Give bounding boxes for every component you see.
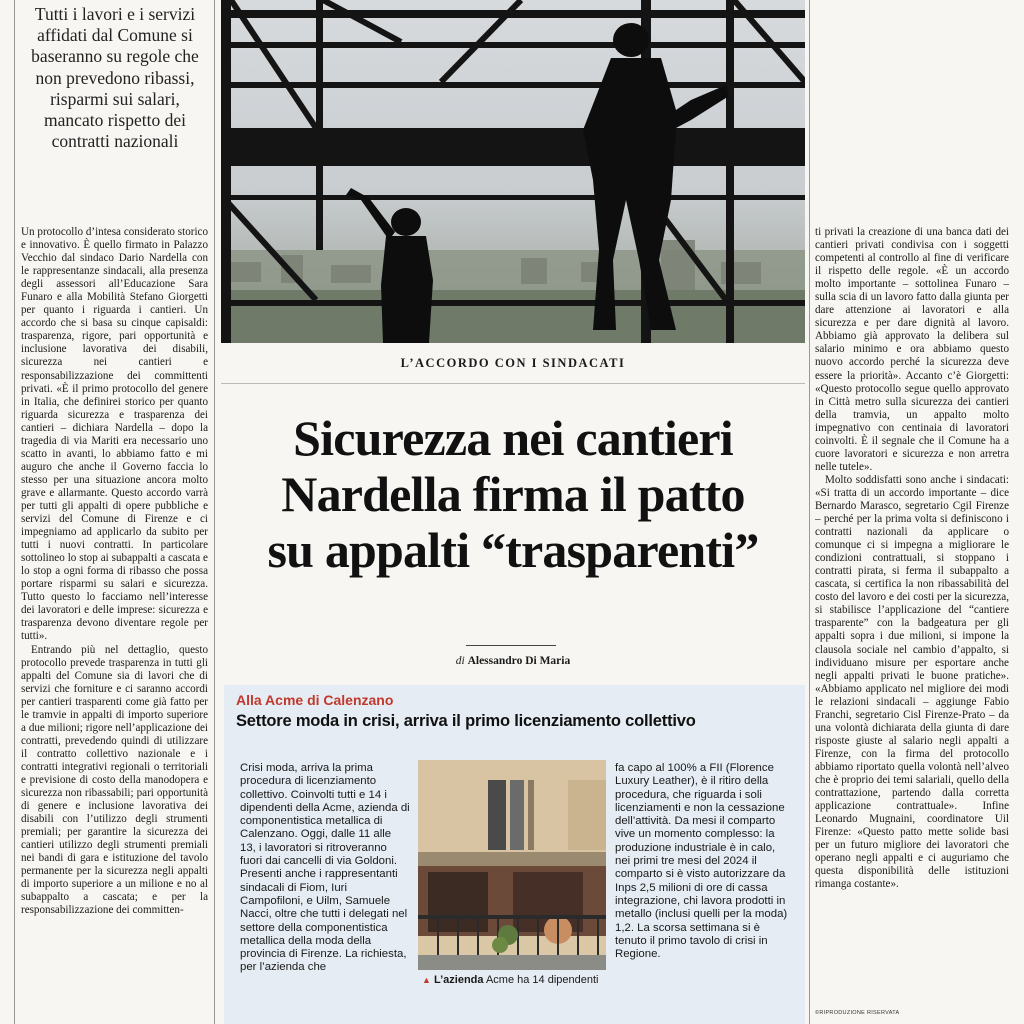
article-kicker: L’ACCORDO CON I SINDACATI xyxy=(400,356,626,370)
acme-building-illustration xyxy=(418,760,606,970)
right-paragraph-1: ti privati la creazione di una banca dati dei cantieri privati condivisa con i soggetti competenti al controllo al fine di verificare il rispetto delle regole. «È un accordo molto importante – sottolinea Funaro – sulla scia di un lavoro fatto dalla giunta per dare attenzione ai lavoratori e alla sicurezza e per dare dignità al lavoro. Abbiamo già approvato la delibera sul salario minimo e ora abbiamo questo nuovo accordo perché la sicurezza deve essere la priorità». Accanto c’è Giorgetti: «Questo protocollo segue quello approvato in Città metro sulla sicurezza dei cantieri della tramvia, un appalto molto impegnativo con centinaia di lavoratori coinvolti. È il segnale che il Comune ha a cuore lavoratori e sicurezza e non arretra nelle tutele». xyxy=(815,226,1009,473)
caption-text: Acme ha 14 dipendenti xyxy=(485,974,599,986)
caption-triangle-icon: ▲ xyxy=(422,975,431,985)
article-left-column xyxy=(21,226,208,1024)
scaffolding-illustration xyxy=(221,0,805,343)
acme-building-photo xyxy=(418,760,606,970)
byline-prefix: di xyxy=(455,655,465,667)
copyright: ©RIPRODUZIONE RISERVATA xyxy=(815,1010,900,1016)
box-kicker: Alla Acme di Calenzano xyxy=(236,692,394,708)
caption-label: L’azienda xyxy=(433,974,484,986)
headline-line-3: su appalti “trasparenti” xyxy=(267,522,759,578)
column-rule-right xyxy=(809,0,810,1024)
column-rule-sidebar xyxy=(214,0,215,1024)
left-paragraph-2: Entrando più nel dettaglio, questo protocollo prevede trasparenza in tutti gli appalti del Comune sia di lavori che di servizi che forniture e ci saranno accordi per cantieri trasparenti come già fatto per le tramvie in appalti di importo superiore a due milioni; rigore nell’applicazione dei contratti, prevedendo quindi di utilizzare il contratto collettivo nazionale e i contratti integrativi regionali o territoriali e previsione di costo della manodopera e sicurezza non ribassabili; pari opportunità di genere e inclusione lavorativa dei disabili con l’utilizzo degli strumenti premiali; per garantire la sicurezza dei cantieri utilizzo degli strumenti premiali nei bandi di gara e istituzione del tavolo permanente per la sicurezza negli appalti di importo superiore a un milione e no al subappalto a cascata; e per la responsabilizzazione dei committen- xyxy=(21,643,208,917)
box-column-2: fa capo al 100% a FII (Florence Luxury Leather), è il ritiro della procedura, che riguarda i soli licenziamenti e non la cessazione dell’attività. Da mesi il comparto vive un momento complesso: la produzione industriale è in calo, nei primi tre mesi del 2024 il comparto si è visto autorizzare da Inps 2,5 milioni di ore di cassa integrazione, chi lavora prodotti in metallo (inclusi quelli per la moda) 1,2. La scorsa settimana si è tenuto il primo tavolo di crisi in Regione. xyxy=(615,762,788,961)
box-column-1: Crisi moda, arriva la prima procedura di licenziamento collettivo. Coinvolti tutti e 14 i dipendenti della Acme, azienda di componentistica metallica di Calenzano. Oggi, dalle 11 alle 13, i lavoratori si ritroveranno fuori dai cancelli di via Goldoni. Presenti anche i rappresentanti sindacali di Fiom, Iuri Campofiloni, e Uilm, Samuele Nacci, oltre che tutti i delegati nel settore della componentistica metallica della moda della provincia di Firenze. La richiesta, per l’azienda che xyxy=(240,762,410,974)
byline-rule xyxy=(466,645,556,646)
left-paragraph-1: Un protocollo d’intesa considerato storico e innovativo. È quello firmato in Palazzo Vecchio dal sindaco Dario Nardella con le rappresentanze sindacali, alla presenza degli assessori all’Educazione Sara Funaro e alla Mobilità Stefano Giorgetti per quanto i riguarda i cantieri. Un accordo che si basa su cinque capisaldi: trasparenza, rigore, pari opportunità e inclusione lavorativa dei disabili, sicurezza nei cantieri e responsabilizzazione dei committenti privati. «È il primo protocollo del genere in Italia, che definirei storico per quanto riguarda sicurezza e trasparenza dei cantieri – dichiara Nardella – dopo la tragedia di via Mariti era necessario uno scatto in avanti, lo abbiamo fatto e mi auguro che anche il Governo faccia lo stesso per una situazione ancora molto grave e allarmante. Questo accordo varrà per tutti gli appalti di opere pubbliche e servizi del Comune di Firenze e ci impegniamo ad applicarlo da subito per tutti i nuovi contratti. In particolare sottolineo lo stop ai subappalti a cascata e lo stop a ogni forma di ribasso che possa portare risparmi su salari e sicurezza. Tutto questo lo facciamo nell’interesse dei lavoratori e delle imprese: sicurezza e trasparenza devono diventare regole per tutti». xyxy=(21,226,208,643)
column-rule-left xyxy=(14,0,15,1024)
photo-caption xyxy=(422,974,612,986)
right-paragraph-2: Molto soddisfatti sono anche i sindacati: «Si tratta di un accordo importante – dice Bernardo Marasco, segretario Cgil Firenze – perché per la prima volta si definiscono i contratti nazionali da applicare o comunque ci si impegna a migliorare le condizioni contrattuali, si stoppano i contratti pirata, si ferma il subappalto a cascata, si certifica la non ribassabilità del costo del lavoro e dei costi per la sicurezza, si stabilisce l’applicazione del “cantiere trasparente” con la badgeatura per gli appalti sopra i due milioni, si impone la clausola sociale nel cambio d’appalto, si individuano misure per esportare anche negli appalti privati le buone pratiche». «Abbiamo applicato nel migliore dei modi le relazioni sindacali – aggiunge Fabio Franchi, segretario Cisl Firenze-Prato – da una volontà dichiarata della giunta di dare risposte giuste al salario negli appalti a Firenze, con la firma del protocollo abbiamo riportato quella volontà nell’alveo che è proprio dei temi salariali, quello della contrattazione, partendo dalla corretta applicazione contrattuale». Infine Leonardo Mugnaini, coordinatore Uil Firenze: «Questo patto mette solide basi per un futuro migliore dei lavoratori che operano negli appalti e ci auguriamo che questa disponibilità delle istituzioni rimanga costante». xyxy=(815,473,1009,891)
byline-author: Alessandro Di Maria xyxy=(467,655,571,667)
headline-line-1: Sicurezza nei cantieri xyxy=(293,410,733,466)
box-title: Settore moda in crisi, arriva il primo licenziamento collettivo xyxy=(236,712,696,730)
byline xyxy=(221,655,805,667)
kicker-rule-left xyxy=(221,383,805,384)
headline-line-2: Nardella firma il patto xyxy=(281,466,745,522)
article-right-column xyxy=(815,226,1009,1001)
article-headline xyxy=(218,410,808,578)
sidebar-box xyxy=(224,685,805,1024)
sidebar-lead: Tutti i lavori e i servizi affidati dal Comune si baseranno su regole che non prevedono ribassi, risparmi sui salari, mancato rispetto dei contratti nazionali xyxy=(31,4,199,152)
scaffolding-photo xyxy=(221,0,805,343)
